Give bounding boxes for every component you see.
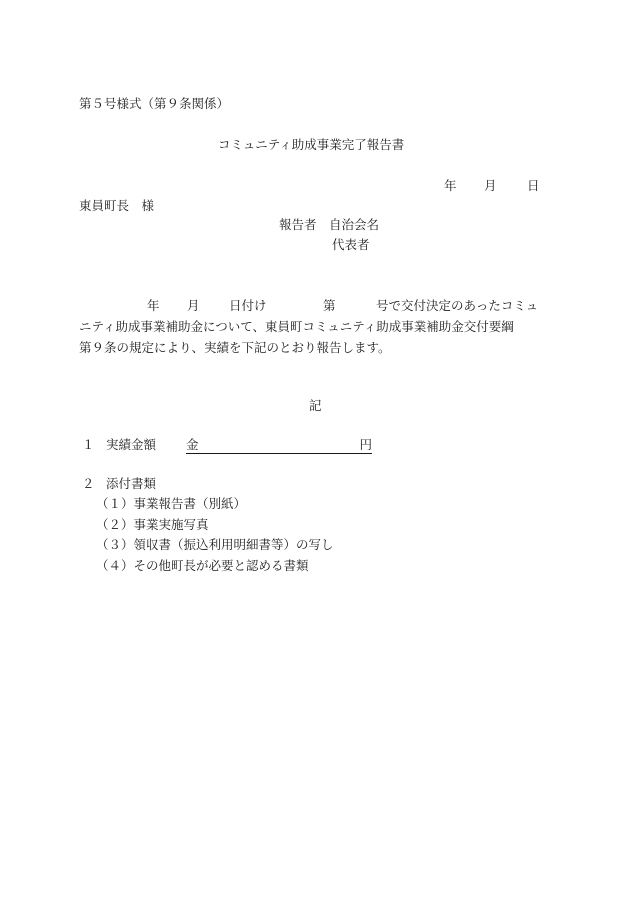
amount-prefix: 金 xyxy=(186,437,199,452)
list-item: （１）事業報告書（別紙） xyxy=(96,496,247,511)
document-title: コミュニティ助成事業完了報告書 xyxy=(218,137,405,152)
item1-label: 実績金額 xyxy=(106,437,157,452)
date-day-label: 日 xyxy=(527,178,540,193)
body-line-3: 第９条の規定により、実績を下記のとおり報告します。 xyxy=(79,340,391,355)
decision-dated-label: 日付け xyxy=(229,298,267,313)
body-line-1 xyxy=(79,295,559,316)
date-month-label: 月 xyxy=(484,178,497,193)
representative-line: 代表者 xyxy=(332,237,370,252)
decision-number-prefix: 第 xyxy=(323,298,336,313)
addressee: 東員町長 様 xyxy=(79,198,155,213)
item1-number: １ xyxy=(82,437,95,452)
attachment-list xyxy=(96,496,334,578)
ki-heading: 記 xyxy=(309,398,322,413)
item2-number: ２ xyxy=(82,476,95,491)
list-item: （２）事業実施写真 xyxy=(96,516,209,532)
list-item: （４）その他町長が必要と認める書類 xyxy=(96,557,309,573)
body-line-2: ニティ助成事業補助金について、東員町コミュニティ助成事業補助金交付要綱 xyxy=(79,319,514,334)
decision-month-label: 月 xyxy=(187,298,200,313)
date-year-label: 年 xyxy=(444,178,457,193)
decision-text: 号で交付決定のあったコミュ xyxy=(376,298,539,313)
amount-suffix: 円 xyxy=(359,437,372,452)
list-item: （３）領収書（振込利用明細書等）の写し xyxy=(96,537,334,552)
body-paragraph xyxy=(79,295,559,358)
form-number: 第５号様式（第９条関係） xyxy=(79,96,230,111)
decision-year-label: 年 xyxy=(147,298,160,313)
reporter-line: 報告者 自治会名 xyxy=(279,217,380,232)
amount-field xyxy=(186,437,372,454)
item2-label: 添付書類 xyxy=(106,476,157,491)
